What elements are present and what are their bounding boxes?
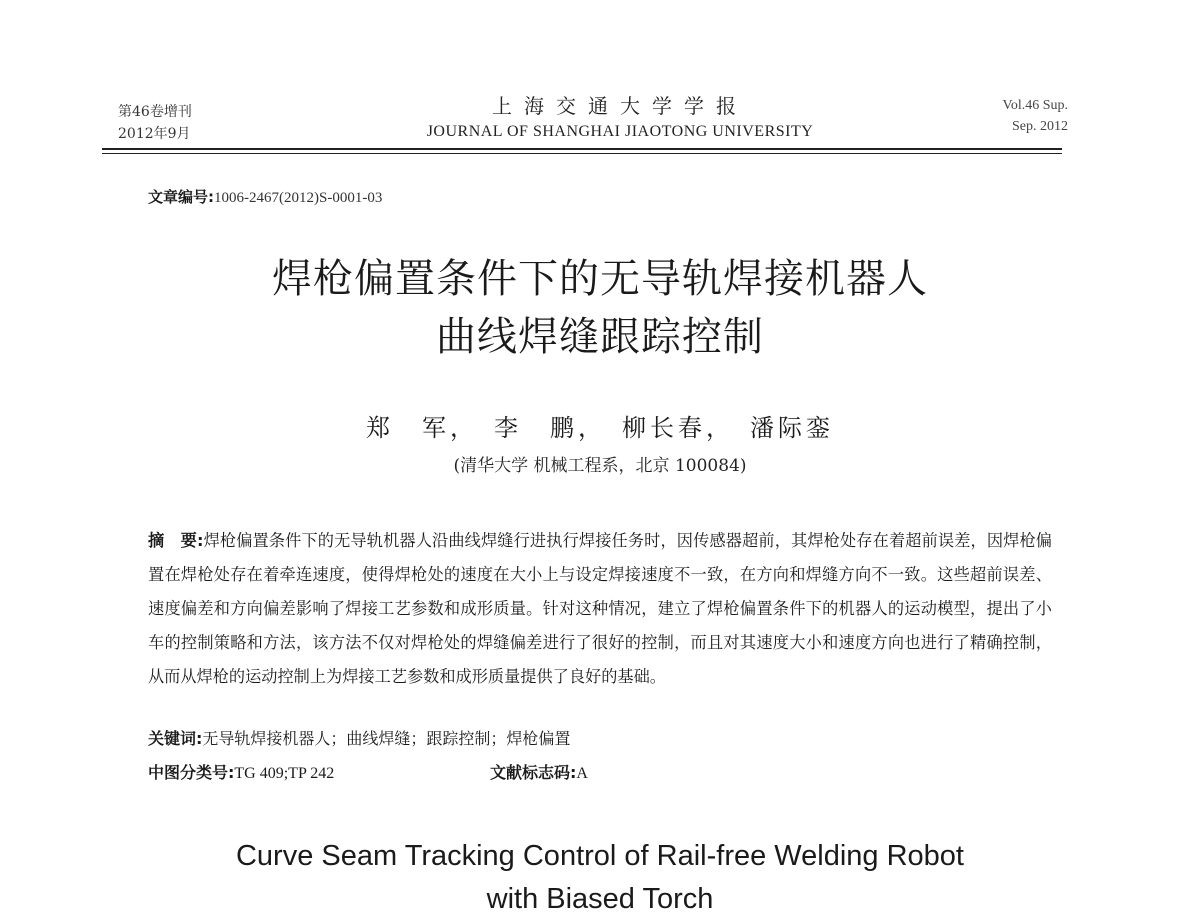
author-list: 郑 军， 李 鹏， 柳长春， 潘际銮 [366,414,834,442]
header-rule-thick [102,148,1062,150]
classification-number [148,760,334,783]
title-en-line-1: Curve Seam Tracking Control of Rail-free Welding Robot [235,840,964,872]
paper-title-cn [100,250,1100,366]
title-cn-line-2: 曲线焊缝跟踪控制 [436,314,764,360]
journal-name-en: JOURNAL OF SHANGHAI JIAOTONG UNIVERSITY [426,123,814,140]
document-code [490,760,588,783]
abstract-text: 焊枪偏置条件下的无导轨机器人沿曲线焊缝行进执行焊接任务时，因传感器超前，其焊枪处存在着超前误差，因焊枪偏置在焊枪处存在着牵连速度，使得焊枪处的速度在大小上与设定焊接速度不一致，在方向和焊缝方向不一致。这些超前误差、速度偏差和方向偏差影响了焊接工艺参数和成形质量。针对这种情况，建立了焊枪偏置条件下的机器人的运动模型，提出了小车的控制策略和方法，该方法不仅对焊枪处的焊缝偏差进行了很好的控制，而且对其速度大小和速度方向也进行了精确控制，从而从焊枪的运动控制上为焊接工艺参数和成形质量提供了良好的基础。 [148,531,1052,686]
title-cn-line-1: 焊枪偏置条件下的无导轨焊接机器人 [272,256,928,302]
header-volume-issue-en [1003,95,1068,137]
affiliation: (清华大学 机械工程系，北京 100084) [453,456,747,476]
document-code-value: A [576,765,588,782]
article-number-value: 1006-2467(2012)S-0001-03 [214,190,383,206]
header-volume-issue-cn [118,101,192,145]
keywords-text: 无导轨焊接机器人；曲线焊缝；跟踪控制；焊枪偏置 [202,729,571,748]
abstract-label: 摘 要: [148,531,204,550]
volume-en: Vol.46 Sup. [1002,98,1068,113]
date-cn: 2012年9月 [118,126,191,142]
article-number-label: 文章编号: [148,188,214,206]
volume-cn: 第46卷增刊 [118,104,192,120]
title-en-line-2: with Biased Torch [486,883,714,915]
paper-title-en [100,835,1100,921]
keywords-label: 关键词: [148,729,203,748]
journal-name-cn: 上海交通大学学报 [492,94,748,118]
article-number [148,186,382,207]
date-en: Sep. 2012 [1012,119,1068,134]
classification-value: TG 409;TP 242 [234,765,335,782]
header-rule-thin [102,153,1062,154]
journal-masthead [300,92,940,144]
keywords [148,726,570,749]
classification-label: 中图分类号: [148,763,235,782]
abstract [148,524,1052,694]
document-code-label: 文献标志码: [490,763,577,782]
